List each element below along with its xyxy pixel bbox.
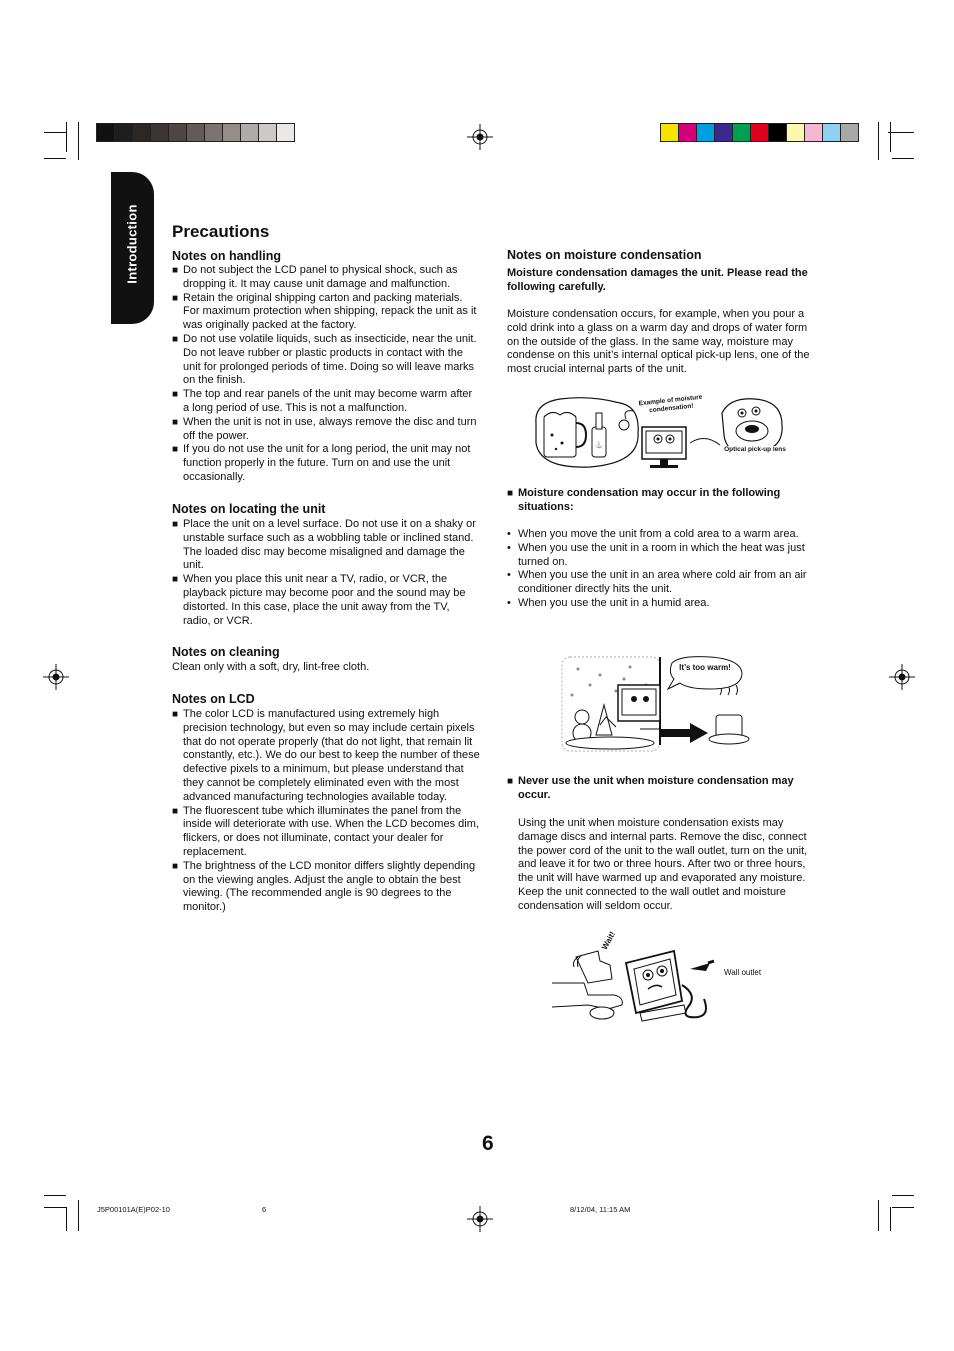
footer-page: 6 (262, 1205, 267, 1214)
moisture-warning: Moisture condensation damages the unit. Please read the following carefully. (507, 267, 808, 293)
color-swatch (259, 124, 277, 141)
moisture-intro: Moisture condensation occurs, for example, when you pour a cold drink into a glass on a warm day and drops of water form on the outside of the glass. In the same way, moisture may condense on this unit’s internal optical pick-up lens, one of the most crucial internal parts of the unit. (507, 308, 810, 376)
color-swatch (97, 124, 115, 141)
list-item: ■ If you do not use the unit for a long period, the unit may not function properly in the future. Turn on and use the unit occasionally. (172, 443, 480, 484)
list-item: ■ The brightness of the LCD monitor differs slightly depending on the viewing angles. Adjust the angle to obtain the best viewing. (The recommended angle is 90 degrees to the monitor.) (172, 860, 480, 915)
handling-list (172, 264, 480, 485)
color-swatch (241, 124, 259, 141)
section-tab (111, 172, 154, 324)
color-swatch (715, 124, 733, 141)
color-swatch (187, 124, 205, 141)
registration-mark-right (889, 664, 915, 690)
svg-text:⚓: ⚓ (595, 443, 603, 449)
gray-calibration-bar (96, 123, 295, 142)
never-heading: ■ Never use the unit when moisture condensation may occur. (507, 775, 818, 803)
wall-outlet-label: Wall outlet (724, 968, 762, 977)
color-swatch (769, 124, 787, 141)
color-swatch (787, 124, 805, 141)
wait-text: Wait! (600, 929, 617, 952)
color-swatch (115, 124, 133, 141)
color-swatch (223, 124, 241, 141)
locating-list (172, 518, 480, 628)
registration-mark-bottom (467, 1206, 493, 1232)
page-title: Precautions (172, 222, 270, 241)
list-item: ■ When the unit is not in use, always remove the disc and turn off the power. (172, 416, 480, 444)
list-item: ■ The color LCD is manufactured using extremely high precision technology, but even so may include certain pixels that do not operate properly (that do not light, that remain lit constantly, etc.). We do our best to keep the number of these defective pixels to a minimum, but please understand that they cannot be completely eliminated even with the most advanced manufacturing technologies available today. (172, 708, 480, 805)
warm-bubble-text: It’s too warm! (679, 663, 731, 672)
lcd-heading: Notes on LCD (172, 692, 255, 706)
color-swatch (733, 124, 751, 141)
color-swatch (151, 124, 169, 141)
color-swatch (841, 124, 858, 141)
moisture-heading: Notes on moisture condensation (507, 248, 702, 262)
list-item: • When you use the unit in a room in which the heat was just turned on. (507, 542, 815, 570)
illustration-caption-lens: Optical pick-up lens (722, 446, 788, 454)
color-swatch (133, 124, 151, 141)
list-item: ■ The top and rear panels of the unit may become warm after a long period of use. This is not a malfunction. (172, 388, 480, 416)
wait-illustration (548, 935, 728, 1030)
color-swatch (823, 124, 841, 141)
list-item: ■ Do not subject the LCD panel to physical shock, such as dropping it. It may cause unit damage and malfunction. (172, 264, 480, 292)
footer-code: J5P00101A(E)P02-10 (97, 1205, 170, 1214)
illustration-caption-example: Example of moisture condensation! (638, 393, 703, 415)
color-calibration-bar (660, 123, 859, 142)
color-swatch (169, 124, 187, 141)
locating-heading: Notes on locating the unit (172, 502, 326, 516)
list-item: ■ Do not use volatile liquids, such as insecticide, near the unit. Do not leave rubber or plastic products in contact with the unit for prolonged periods of time. Doing so will leave marks on the finish. (172, 333, 480, 388)
registration-mark-top (467, 124, 493, 150)
situations-heading: ■ Moisture condensation may occur in the following situations: (507, 487, 818, 515)
footer-date: 8/12/04, 11:15 AM (570, 1205, 631, 1214)
situations-list (507, 528, 815, 611)
section-tab-label: Introduction (124, 204, 140, 284)
list-item: • When you move the unit from a cold area to a warm area. (507, 528, 815, 542)
list-item: ■ Retain the original shipping carton and packing materials. For maximum protection when shipping, repack the unit as it was originally packed at the factory. (172, 292, 480, 333)
color-swatch (697, 124, 715, 141)
list-item: • When you use the unit in a humid area. (507, 597, 815, 611)
page-number: 6 (482, 1132, 494, 1155)
list-item: • When you use the unit in an area where cold air from an air conditioner directly hits the unit. (507, 569, 815, 597)
registration-mark-left (43, 664, 69, 690)
color-swatch (277, 124, 294, 141)
color-swatch (205, 124, 223, 141)
cleaning-heading: Notes on cleaning (172, 645, 280, 659)
color-swatch (805, 124, 823, 141)
color-swatch (751, 124, 769, 141)
lcd-list (172, 708, 480, 915)
list-item: ■ The fluorescent tube which illuminates the panel from the inside will deteriorate with use. When the LCD becomes dim, flickers, or does not illuminate, contact your dealer for replacement. (172, 805, 480, 860)
list-item: ■ Place the unit on a level surface. Do not use it on a shaky or unstable surface such as a wobbling table or inclined stand. The loaded disc may become misaligned and damage the unit. (172, 518, 480, 573)
color-swatch (679, 124, 697, 141)
never-text: Using the unit when moisture condensation exists may damage discs and internal parts. Remove the disc, connect the power cord of the unit to the wall outlet, turn on the unit, and leave it for two or three hours. After two or three hours, the unit will have warmed up and evaporated any moisture. Keep the unit connected to the wall outlet and moisture condensation will seldom occur. (518, 817, 808, 912)
list-item: ■ When you place this unit near a TV, radio, or VCR, the playback picture may become poor and the sound may be distorted. In this case, place the unit away from the TV, radio, or VCR. (172, 573, 480, 628)
handling-heading: Notes on handling (172, 249, 282, 263)
cleaning-text: Clean only with a soft, dry, lint-free cloth. (172, 661, 370, 673)
color-swatch (661, 124, 679, 141)
